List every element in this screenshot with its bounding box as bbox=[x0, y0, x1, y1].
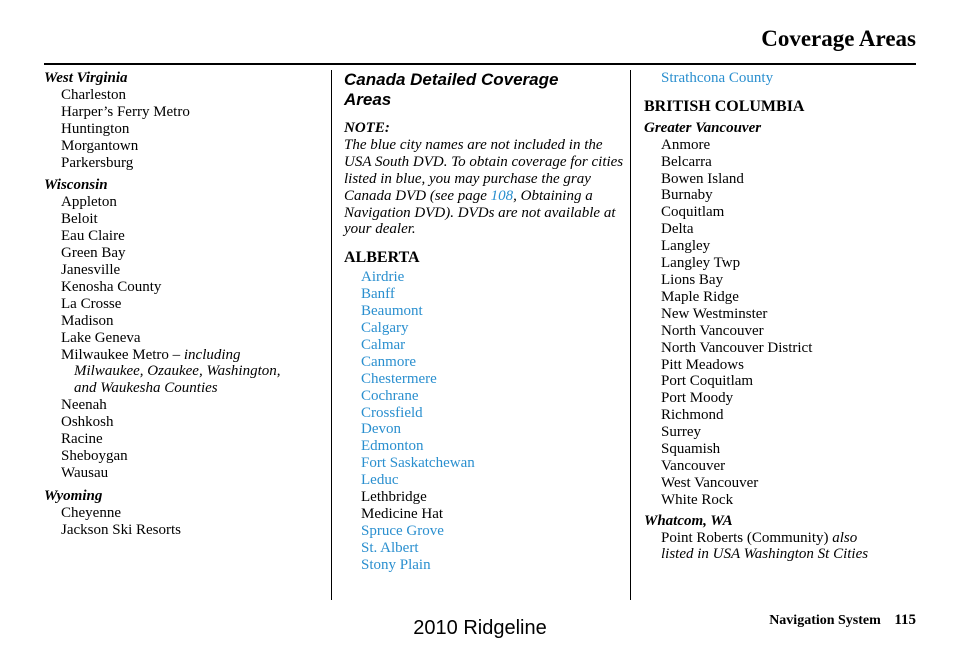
city-item: West Vancouver bbox=[661, 474, 759, 491]
city-list bbox=[644, 137, 924, 509]
city-item: Kenosha County bbox=[61, 278, 162, 295]
city-item: Squamish bbox=[661, 441, 721, 458]
city-item: Spruce Grove bbox=[361, 522, 444, 539]
note-text-part: , Obtaining a Navigation DVD). DVDs are not available at your dealer. bbox=[344, 187, 616, 238]
city-item: Devon bbox=[361, 421, 401, 438]
city-item: Anmore bbox=[661, 136, 711, 153]
city-note: including bbox=[183, 346, 241, 363]
city-item bbox=[644, 530, 924, 547]
city-item: Delta bbox=[661, 221, 694, 238]
city-name: Milwaukee Metro – bbox=[61, 346, 181, 363]
city-item: Port Coquitlam bbox=[661, 373, 754, 390]
city-item: Jackson Ski Resorts bbox=[61, 521, 181, 538]
title-rule bbox=[44, 63, 916, 65]
city-item: Janesville bbox=[61, 261, 121, 278]
city-item: Green Bay bbox=[61, 245, 126, 262]
page-number: 115 bbox=[894, 612, 916, 628]
city-name: Point Roberts (Community) bbox=[661, 529, 829, 546]
city-item: Beloit bbox=[61, 211, 98, 228]
city-item: Huntington bbox=[61, 120, 130, 137]
city-item: Surrey bbox=[661, 424, 701, 441]
city-item: Lions Bay bbox=[661, 271, 724, 288]
city-item: Racine bbox=[61, 431, 103, 448]
section-heading-line: Canada Detailed Coverage bbox=[344, 70, 559, 89]
city-list bbox=[44, 194, 324, 346]
city-item: Madison bbox=[61, 312, 114, 329]
city-item: Crossfield bbox=[361, 404, 423, 421]
province-heading: ALBERTA bbox=[344, 249, 420, 267]
region-heading: Greater Vancouver bbox=[644, 119, 762, 136]
city-list bbox=[44, 87, 324, 172]
city-item: Parkersburg bbox=[61, 154, 134, 171]
city-item: Belcarra bbox=[661, 153, 712, 170]
city-item: Calmar bbox=[361, 336, 406, 353]
page-title: Coverage Areas bbox=[761, 26, 916, 51]
city-item: Strathcona County bbox=[661, 70, 774, 86]
column-divider-1 bbox=[331, 70, 332, 600]
city-item: Port Moody bbox=[661, 390, 734, 407]
city-item: Richmond bbox=[661, 407, 724, 424]
city-item: Coquitlam bbox=[661, 204, 725, 221]
city-item: North Vancouver District bbox=[661, 339, 813, 356]
city-item: Beaumont bbox=[361, 303, 423, 320]
city-list bbox=[44, 397, 324, 482]
province-heading: BRITISH COLUMBIA bbox=[644, 97, 805, 115]
section-heading bbox=[344, 70, 624, 110]
column-1 bbox=[44, 70, 324, 538]
city-item: Neenah bbox=[61, 397, 107, 414]
city-item: Leduc bbox=[361, 472, 399, 489]
city-item: Medicine Hat bbox=[361, 505, 444, 522]
state-heading: Wyoming bbox=[44, 487, 103, 504]
city-sub-note: listed in USA Washington St Cities bbox=[661, 546, 869, 563]
city-item: Airdrie bbox=[361, 269, 405, 286]
city-item: Pitt Meadows bbox=[661, 356, 744, 373]
note-label: NOTE: bbox=[344, 120, 390, 136]
city-item: Burnaby bbox=[661, 187, 713, 204]
city-item: Appleton bbox=[61, 194, 117, 211]
state-heading: West Virginia bbox=[44, 70, 128, 86]
city-item: Maple Ridge bbox=[661, 288, 739, 305]
city-item: Bowen Island bbox=[661, 170, 744, 187]
note-text-part: The blue city names are not included in the USA South DVD. To obtain coverage for cities listed in blue, you may purchase the gray Canada DVD (see page bbox=[344, 136, 624, 204]
page-link[interactable]: 108 bbox=[490, 187, 514, 204]
city-list bbox=[44, 505, 324, 539]
footer-section: Navigation System bbox=[769, 613, 881, 628]
city-item bbox=[44, 347, 324, 364]
city-item: Calgary bbox=[361, 319, 409, 336]
note-text bbox=[344, 137, 624, 238]
city-item: Fort Saskatchewan bbox=[361, 455, 475, 472]
city-item: Lethbridge bbox=[361, 489, 427, 506]
section-heading-line: Areas bbox=[344, 90, 392, 109]
city-sub-note: and Waukesha Counties bbox=[74, 380, 218, 397]
column-2 bbox=[344, 70, 624, 574]
city-list bbox=[344, 269, 624, 573]
city-item: North Vancouver bbox=[661, 322, 764, 339]
city-item: Eau Claire bbox=[61, 228, 125, 245]
city-item: La Crosse bbox=[61, 295, 122, 312]
city-item: Canmore bbox=[361, 353, 416, 370]
city-item: Sheboygan bbox=[61, 447, 128, 464]
city-item: Langley Twp bbox=[661, 255, 741, 272]
city-item: Cochrane bbox=[361, 387, 419, 404]
city-item: Banff bbox=[361, 286, 395, 303]
city-item: Lake Geneva bbox=[61, 329, 141, 346]
city-item: Cheyenne bbox=[61, 504, 121, 521]
region-heading: Whatcom, WA bbox=[644, 512, 733, 529]
city-item: Wausau bbox=[61, 464, 109, 481]
city-item: Langley bbox=[661, 238, 711, 255]
city-item: Chestermere bbox=[361, 370, 437, 387]
city-item: St. Albert bbox=[361, 539, 419, 556]
city-item: Oshkosh bbox=[61, 414, 114, 431]
watermark: 2010 Ridgeline bbox=[413, 617, 547, 639]
city-item: Vancouver bbox=[661, 457, 726, 474]
city-item: Stony Plain bbox=[361, 556, 431, 573]
city-sub-note: Milwaukee, Ozaukee, Washington, bbox=[74, 363, 281, 380]
city-item: Edmonton bbox=[361, 438, 424, 455]
column-3 bbox=[644, 70, 924, 563]
city-item: Morgantown bbox=[61, 137, 139, 154]
column-divider-2 bbox=[630, 70, 631, 600]
city-item: Harper’s Ferry Metro bbox=[61, 103, 190, 120]
city-item: New Westminster bbox=[661, 305, 768, 322]
city-note: also bbox=[832, 529, 858, 546]
city-item: Charleston bbox=[61, 86, 126, 103]
city-item: White Rock bbox=[661, 491, 734, 508]
state-heading: Wisconsin bbox=[44, 177, 108, 194]
